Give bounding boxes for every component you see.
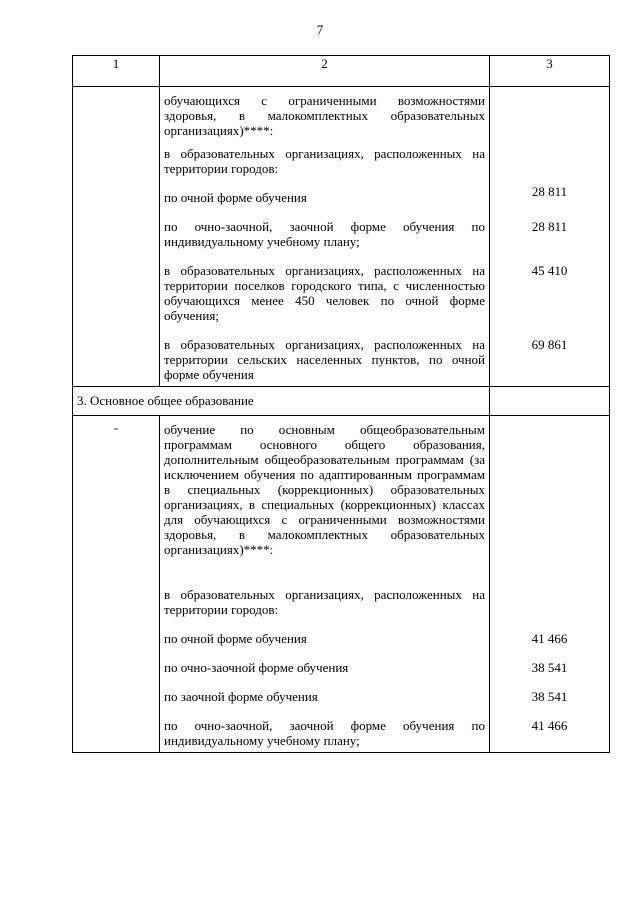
line-text: по очно-заочной, заочной форме обучения по индивидуальному учебному плану; <box>164 219 485 249</box>
line-text: по заочной форме обучения <box>164 689 318 704</box>
line-text: по очно-заочной форме обучения <box>164 660 349 675</box>
line-value: 41 466 <box>531 631 568 646</box>
row-col-2 <box>160 416 490 753</box>
section-row <box>73 387 610 416</box>
line-text: по очно-заочной, заочной форме обучения по индивидуальному учебному плану; <box>164 718 485 748</box>
intro-text: обучение по основным общеобразовательным программам основного общего образования, дополнительным общеобразовательным программам (за исключением обучения по адаптированным программам в специальных (коррекционных) образовательных организациях, в специальных (коррекционных) классах для обучающихся с ограниченными возможностями здоровья, в малокомплектных образовательных организациях)****: <box>164 422 485 557</box>
line-value: 38 541 <box>531 689 568 704</box>
row-col-1 <box>73 87 160 387</box>
header-col-3: 3 <box>490 56 610 87</box>
line-text: в образовательных организациях, расположенных на территории городов: <box>164 146 485 176</box>
section-row-col-3 <box>490 387 610 416</box>
line-value: 41 466 <box>531 718 568 733</box>
line-text: по очной форме обучения <box>164 631 307 646</box>
page-number: 7 <box>316 22 324 37</box>
row-col-3 <box>490 87 610 387</box>
line-value <box>490 146 609 176</box>
table-row <box>73 87 610 387</box>
line-text: по очной форме обучения <box>164 190 307 205</box>
table-row <box>73 416 610 753</box>
line-value: 28 811 <box>531 219 568 234</box>
document-table <box>72 55 610 753</box>
intro-subtext: в образовательных организациях, расположенных на территории городов: <box>164 587 485 617</box>
row-col-1: - <box>73 416 160 753</box>
line-value: 28 811 <box>531 184 568 199</box>
line-text: в образовательных организациях, расположенных на территории сельских населенных пунктов, по очной форме обучения <box>164 337 485 382</box>
row-col-2 <box>160 87 490 387</box>
line-value <box>490 93 609 138</box>
line-value: 38 541 <box>531 660 568 675</box>
line-text: в образовательных организациях, расположенных на территории поселков городского типа, с численностью обучающихся менее 450 человек по очной форме обучения; <box>164 263 485 323</box>
header-col-1: 1 <box>73 56 160 87</box>
row-col-3 <box>490 416 610 753</box>
section-title: 3. Основное общее образование <box>73 387 490 416</box>
header-col-2: 2 <box>160 56 490 87</box>
line-value: 69 861 <box>531 337 568 352</box>
table-header-row <box>73 56 610 87</box>
line-value: 45 410 <box>531 263 568 278</box>
line-text: обучающихся с ограниченными возможностями здоровья, в малокомплектных образовательных организациях)****: <box>164 93 485 138</box>
